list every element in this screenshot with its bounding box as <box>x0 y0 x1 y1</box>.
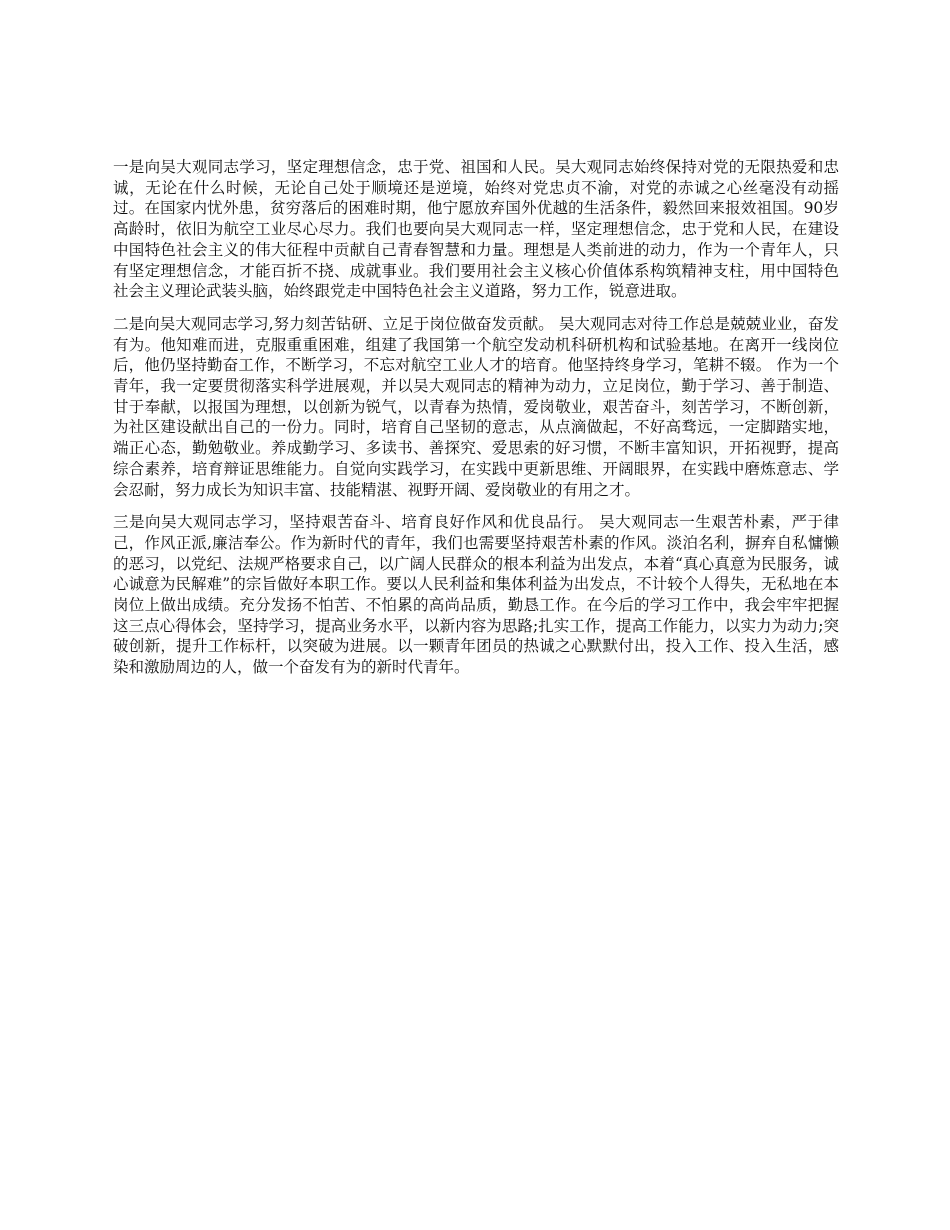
paragraph-1: 一是向吴大观同志学习，坚定理想信念，忠于党、祖国和人民。吴大观同志始终保持对党的无限热爱和忠诚，无论在什么时候，无论自己处于顺境还是逆境，始终对党忠贞不渝，对党的赤诚之心丝毫没有动摇过。在国家内忧外患，贫穷落后的困难时期，他宁愿放弃国外优越的生活条件，毅然回来报效祖国。90岁高龄时，依旧为航空工业尽心尽力。我们也要向吴大观同志一样，坚定理想信念，忠于党和人民，在建设中国特色社会主义的伟大征程中贡献自己青春智慧和力量。理想是人类前进的动力，作为一个青年人，只有坚定理想信念，才能百折不挠、成就事业。我们要用社会主义核心价值体系构筑精神支柱，用中国特色社会主义理论武装头脑，始终跟党走中国特色社会主义道路，努力工作，锐意进取。 <box>113 158 839 301</box>
document-body <box>113 157 839 690</box>
paragraph-2: 二是向吴大观同志学习,努力刻苦钻研、立足于岗位做奋发贡献。 吴大观同志对待工作总是兢兢业业，奋发有为。他知难而进，克服重重困难，组建了我国第一个航空发动机科研机构和试验基地。在离开一线岗位后，他仍坚持勤奋工作，不断学习，不忘对航空工业人才的培育。他坚持终身学习，笔耕不辍。 作为一个青年，我一定要贯彻落实科学进展观，并以吴大观同志的精神为动力，立足岗位，勤于学习、善于制造、甘于奉献，以报国为理想，以创新为锐气，以青春为热情，爱岗敬业，艰苦奋斗，刻苦学习，不断创新，为社区建设献出自己的一份力。同时，培育自己坚韧的意志，从点滴做起，不好高骛远，一定脚踏实地，端正心态，勤勉敬业。养成勤学习、多读书、善探究、爱思索的好习惯，不断丰富知识，开拓视野，提高综合素养，培育辩证思维能力。自觉向实践学习，在实践中更新思维、开阔眼界，在实践中磨炼意志、学会忍耐，努力成长为知识丰富、技能精湛、视野开阔、爱岗敬业的有用之才。 <box>113 314 839 499</box>
paragraph-3: 三是向吴大观同志学习，坚持艰苦奋斗、培育良好作风和优良品行。 吴大观同志一生艰苦朴素，严于律己，作风正派,廉洁奉公。作为新时代的青年，我们也需要坚持艰苦朴素的作风。淡泊名利，摒弃自私慵懒的恶习，以党纪、法规严格要求自己，以广阔人民群众的根本利益为出发点，本着“真心真意为民服务，诚心诚意为民解难”的宗旨做好本职工作。要以人民利益和集体利益为出发点，不计较个人得失，无私地在本岗位上做出成绩。充分发扬不怕苦、不怕累的高尚品质，勤恳工作。在今后的学习工作中，我会牢牢把握这三点心得体会，坚持学习，提高业务水平，以新内容为思路;扎实工作，提高工作能力，以实力为动力;突破创新，提升工作标杆，以突破为进展。以一颗青年团员的热诚之心默默付出，投入工作、投入生活，感染和激励周边的人，做一个奋发有为的新时代青年。 <box>113 513 839 677</box>
